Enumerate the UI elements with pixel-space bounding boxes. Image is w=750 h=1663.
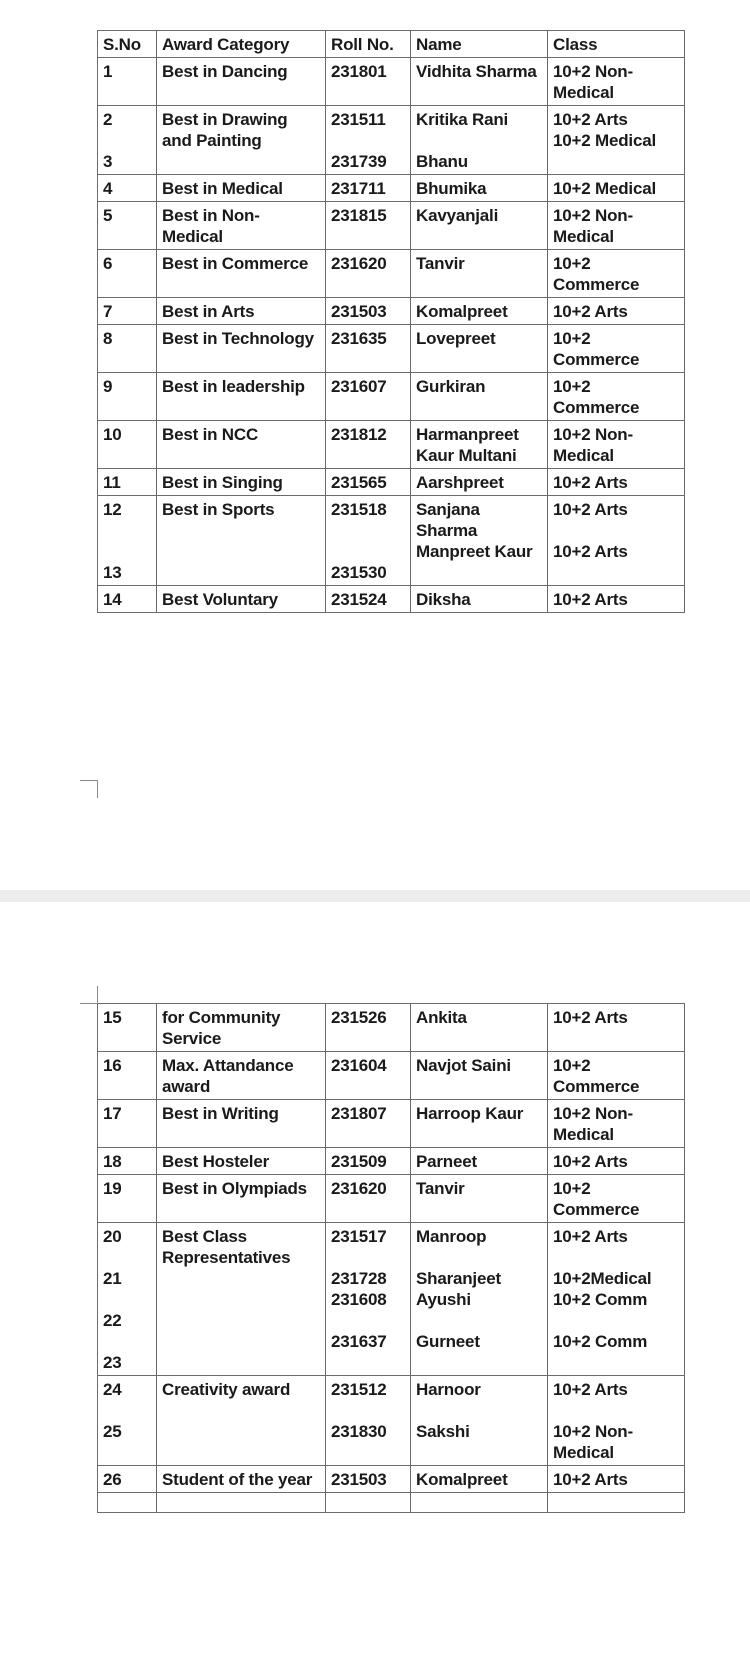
award-category-text: Student of the year (162, 1470, 313, 1489)
serial-number-cell-text: 22 (103, 1311, 122, 1330)
award-category-cell (157, 1223, 326, 1376)
serial-number-cell (98, 1376, 157, 1466)
serial-number-cell (98, 469, 157, 496)
student-name-cell (411, 250, 548, 298)
serial-number-cell-text: 16 (103, 1056, 122, 1075)
serial-number-cell-text: 13 (103, 563, 122, 582)
class-cell-text: 10+2 Arts (553, 590, 628, 609)
roll-number-cell-text: 231512 (331, 1380, 387, 1399)
student-name-cell (411, 325, 548, 373)
class-cell (548, 373, 685, 421)
roll-number-cell (326, 586, 411, 613)
table-row (98, 1100, 685, 1148)
table-row (98, 325, 685, 373)
serial-number-cell-text: 14 (103, 590, 122, 609)
award-category-text: Best in Olympiads (162, 1179, 307, 1198)
award-category-cell (157, 469, 326, 496)
student-name-cell (411, 1100, 548, 1148)
student-name-cell (411, 58, 548, 106)
award-category-text: Best in Technology (162, 329, 314, 348)
serial-number-cell (98, 1175, 157, 1223)
award-category-text: Best in leadership (162, 377, 305, 396)
award-category-text: Best Class Representatives (162, 1227, 291, 1267)
roll-number-cell (326, 1004, 411, 1052)
roll-number-cell-text: 231604 (331, 1056, 387, 1075)
roll-number-cell-text: 231812 (331, 425, 387, 444)
roll-number-cell-text: 231711 (331, 179, 386, 198)
award-category-text: Best in Commerce (162, 254, 309, 273)
class-cell (548, 58, 685, 106)
student-name-cell-text: Komalpreet (416, 302, 508, 321)
roll-number-cell-text: 231526 (331, 1008, 387, 1027)
roll-number-cell-text: 231728 (331, 1269, 387, 1288)
student-name-cell-text: Vidhita Sharma (416, 62, 537, 81)
student-name-cell-text: Diksha (416, 590, 471, 609)
student-name-cell-text: Parneet (416, 1152, 477, 1171)
serial-number-cell-text: 6 (103, 254, 113, 273)
table-row (98, 1223, 685, 1376)
student-name-cell-text: Ayushi (416, 1290, 471, 1309)
award-category-cell (157, 1466, 326, 1493)
roll-number-cell-text: 231518 (331, 500, 387, 519)
student-name-cell-text: Sanjana Sharma (416, 500, 480, 540)
student-name-cell-text: Lovepreet (416, 329, 496, 348)
table-corner-mark (80, 1003, 98, 1004)
student-name-cell (411, 106, 548, 175)
class-cell-text: 10+2 Arts (553, 1227, 628, 1246)
award-category-text: Best in NCC (162, 425, 259, 444)
serial-number-cell-text: 25 (103, 1422, 122, 1441)
class-cell-text: 10+2 Non-Medical (553, 206, 633, 246)
class-cell-text: 10+2 Arts (553, 473, 628, 492)
award-category-cell (157, 58, 326, 106)
table-row (98, 586, 685, 613)
roll-number-cell (326, 1052, 411, 1100)
serial-number-cell (98, 1100, 157, 1148)
award-category-text: Best Voluntary (162, 590, 278, 609)
roll-number-cell-text: 231830 (331, 1422, 387, 1441)
serial-number-cell-text: 9 (103, 377, 113, 396)
award-category-cell (157, 1052, 326, 1100)
serial-number-cell-text: 10 (103, 425, 122, 444)
serial-number-cell-text: 12 (103, 500, 122, 519)
header-cell: Name (411, 31, 548, 58)
roll-number-cell (326, 1376, 411, 1466)
serial-number-cell-text: 7 (103, 302, 113, 321)
table-row (98, 175, 685, 202)
roll-number-cell (326, 58, 411, 106)
table-row (98, 1004, 685, 1052)
class-cell (548, 1052, 685, 1100)
award-category-cell (157, 421, 326, 469)
student-name-cell-text: Harmanpreet Kaur Multani (416, 425, 519, 465)
class-cell (548, 202, 685, 250)
roll-number-cell (326, 1100, 411, 1148)
empty-cell (157, 1493, 326, 1513)
class-cell (548, 586, 685, 613)
serial-number-cell-text: 2 (103, 110, 113, 129)
class-cell (548, 1223, 685, 1376)
award-category-cell (157, 586, 326, 613)
serial-number-cell (98, 373, 157, 421)
award-category-text: Max. Attandance award (162, 1056, 294, 1096)
student-name-cell-text: Aarshpreet (416, 473, 504, 492)
table-row (98, 421, 685, 469)
student-name-cell-text: Bhumika (416, 179, 487, 198)
class-cell (548, 1376, 685, 1466)
table-row (98, 106, 685, 175)
serial-number-cell-text: 5 (103, 206, 113, 225)
class-cell-text: 10+2 Medical (553, 131, 656, 150)
class-cell-text: 10+2 Arts (553, 302, 628, 321)
award-category-cell (157, 250, 326, 298)
roll-number-cell-text: 231608 (331, 1290, 387, 1309)
roll-number-cell-text: 231503 (331, 1470, 387, 1489)
student-name-cell-text: Ankita (416, 1008, 467, 1027)
serial-number-cell (98, 106, 157, 175)
empty-row (98, 1493, 685, 1513)
serial-number-cell-text: 18 (103, 1152, 122, 1171)
table-row (98, 373, 685, 421)
class-cell (548, 496, 685, 586)
class-cell-text: 10+2Medical (553, 1269, 652, 1288)
student-name-cell (411, 1148, 548, 1175)
class-cell (548, 1148, 685, 1175)
class-cell (548, 298, 685, 325)
roll-number-cell (326, 325, 411, 373)
table-row (98, 1148, 685, 1175)
award-category-text: Best Hosteler (162, 1152, 269, 1171)
student-name-cell (411, 1052, 548, 1100)
class-cell-text: 10+2 Arts (553, 1380, 628, 1399)
serial-number-cell-text: 20 (103, 1227, 122, 1246)
roll-number-cell-text: 231815 (331, 206, 387, 225)
serial-number-cell-text: 26 (103, 1470, 122, 1489)
awards-table-part-1 (97, 30, 685, 613)
roll-number-cell-text: 231503 (331, 302, 387, 321)
table-row (98, 202, 685, 250)
serial-number-cell-text: 3 (103, 152, 113, 171)
class-cell-text: 10+2 Commerce (553, 1179, 640, 1219)
roll-number-cell (326, 250, 411, 298)
serial-number-cell (98, 496, 157, 586)
student-name-cell (411, 421, 548, 469)
student-name-cell-text: Manroop (416, 1227, 487, 1246)
header-cell: S.No (98, 31, 157, 58)
award-category-cell (157, 1175, 326, 1223)
student-name-cell-text: Navjot Saini (416, 1056, 511, 1075)
student-name-cell-text: Tanvir (416, 1179, 465, 1198)
award-category-cell (157, 106, 326, 175)
serial-number-cell (98, 586, 157, 613)
roll-number-cell (326, 1223, 411, 1376)
header-cell: Roll No. (326, 31, 411, 58)
class-cell-text: 10+2 Commerce (553, 329, 640, 369)
award-category-cell (157, 325, 326, 373)
serial-number-cell (98, 421, 157, 469)
award-category-text: Best in Sports (162, 500, 275, 519)
header-cell: Award Category (157, 31, 326, 58)
award-category-cell (157, 496, 326, 586)
class-cell-text: 10+2 Arts (553, 1152, 628, 1171)
student-name-cell (411, 1004, 548, 1052)
award-category-text: Best in Writing (162, 1104, 279, 1123)
roll-number-cell (326, 421, 411, 469)
student-name-cell-text: Komalpreet (416, 1470, 508, 1489)
serial-number-cell-text: 8 (103, 329, 113, 348)
student-name-cell (411, 1223, 548, 1376)
award-category-cell (157, 1100, 326, 1148)
award-category-text: Best in Non-Medical (162, 206, 260, 246)
class-cell (548, 421, 685, 469)
table-row (98, 58, 685, 106)
student-name-cell-text: Bhanu (416, 152, 468, 171)
serial-number-cell (98, 1004, 157, 1052)
student-name-cell (411, 496, 548, 586)
awards-table-part-2 (97, 1003, 685, 1513)
award-category-text: Best in Drawing and Painting (162, 110, 288, 150)
roll-number-cell-text: 231620 (331, 254, 387, 273)
class-cell (548, 250, 685, 298)
serial-number-cell (98, 325, 157, 373)
roll-number-cell (326, 1175, 411, 1223)
student-name-cell-text: Kritika Rani (416, 110, 509, 129)
award-category-text: Best in Singing (162, 473, 283, 492)
serial-number-cell-text: 21 (103, 1269, 122, 1288)
student-name-cell (411, 469, 548, 496)
roll-number-cell (326, 1148, 411, 1175)
header-cell: Class (548, 31, 685, 58)
table-corner-mark (97, 780, 98, 798)
roll-number-cell-text: 231524 (331, 590, 387, 609)
table-row (98, 496, 685, 586)
table-row (98, 1052, 685, 1100)
roll-number-cell-text: 231530 (331, 563, 387, 582)
roll-number-cell-text: 231607 (331, 377, 387, 396)
roll-number-cell-text: 231517 (331, 1227, 387, 1246)
roll-number-cell-text: 231620 (331, 1179, 387, 1198)
table-row (98, 1466, 685, 1493)
class-cell-text: 10+2 Arts (553, 110, 628, 129)
class-cell-text: 10+2 Non-Medical (553, 425, 633, 465)
class-cell-text: 10+2 Non-Medical (553, 1422, 633, 1462)
empty-cell (98, 1493, 157, 1513)
class-cell-text: 10+2 Arts (553, 1470, 628, 1489)
class-cell (548, 175, 685, 202)
student-name-cell (411, 202, 548, 250)
class-cell-text: 10+2 Comm (553, 1332, 648, 1351)
student-name-cell-text: Harnoor (416, 1380, 481, 1399)
award-category-cell (157, 373, 326, 421)
class-cell (548, 1466, 685, 1493)
student-name-cell-text: Harroop Kaur (416, 1104, 524, 1123)
roll-number-cell (326, 298, 411, 325)
serial-number-cell (98, 202, 157, 250)
student-name-cell (411, 298, 548, 325)
class-cell (548, 1175, 685, 1223)
award-category-cell (157, 298, 326, 325)
table-row (98, 250, 685, 298)
roll-number-cell (326, 175, 411, 202)
award-category-cell (157, 175, 326, 202)
empty-cell (326, 1493, 411, 1513)
table-row (98, 1376, 685, 1466)
serial-number-cell (98, 58, 157, 106)
class-cell-text: 10+2 Arts (553, 542, 628, 561)
serial-number-cell-text: 24 (103, 1380, 122, 1399)
serial-number-cell (98, 175, 157, 202)
student-name-cell-text: Gurneet (416, 1332, 480, 1351)
roll-number-cell-text: 231511 (331, 110, 386, 129)
serial-number-cell-text: 1 (103, 62, 113, 81)
page-separator (0, 890, 750, 902)
class-cell-text: 10+2 Comm (553, 1290, 648, 1309)
roll-number-cell (326, 202, 411, 250)
student-name-cell-text: Manpreet Kaur (416, 542, 533, 561)
award-category-cell (157, 1376, 326, 1466)
award-category-cell (157, 202, 326, 250)
roll-number-cell (326, 1466, 411, 1493)
student-name-cell-text: Tanvir (416, 254, 465, 273)
table-corner-mark (97, 986, 98, 1004)
roll-number-cell-text: 231635 (331, 329, 387, 348)
serial-number-cell-text: 23 (103, 1353, 122, 1372)
student-name-cell (411, 586, 548, 613)
award-category-text: Best in Medical (162, 179, 283, 198)
award-category-cell (157, 1148, 326, 1175)
student-name-cell-text: Kavyanjali (416, 206, 499, 225)
serial-number-cell-text: 19 (103, 1179, 122, 1198)
student-name-cell (411, 1175, 548, 1223)
serial-number-cell-text: 4 (103, 179, 113, 198)
award-category-text: Creativity award (162, 1380, 291, 1399)
award-category-cell (157, 1004, 326, 1052)
serial-number-cell (98, 1052, 157, 1100)
class-cell (548, 1004, 685, 1052)
student-name-cell (411, 1466, 548, 1493)
roll-number-cell-text: 231637 (331, 1332, 387, 1351)
serial-number-cell-text: 11 (103, 473, 121, 492)
serial-number-cell-text: 15 (103, 1008, 122, 1027)
table-header-row (98, 31, 685, 58)
class-cell (548, 325, 685, 373)
roll-number-cell-text: 231807 (331, 1104, 387, 1123)
class-cell-text: 10+2 Arts (553, 1008, 628, 1027)
roll-number-cell (326, 496, 411, 586)
class-cell (548, 1100, 685, 1148)
student-name-cell (411, 373, 548, 421)
student-name-cell (411, 1376, 548, 1466)
roll-number-cell-text: 231739 (331, 152, 387, 171)
serial-number-cell (98, 1148, 157, 1175)
class-cell-text: 10+2 Commerce (553, 377, 640, 417)
roll-number-cell (326, 106, 411, 175)
class-cell (548, 469, 685, 496)
table-row (98, 298, 685, 325)
serial-number-cell (98, 250, 157, 298)
roll-number-cell (326, 469, 411, 496)
award-category-text: for Community Service (162, 1008, 281, 1048)
roll-number-cell-text: 231509 (331, 1152, 387, 1171)
table-row (98, 469, 685, 496)
student-name-cell-text: Gurkiran (416, 377, 486, 396)
serial-number-cell (98, 1223, 157, 1376)
class-cell-text: 10+2 Commerce (553, 254, 640, 294)
class-cell-text: 10+2 Medical (553, 179, 656, 198)
award-category-text: Best in Arts (162, 302, 255, 321)
student-name-cell-text: Sakshi (416, 1422, 470, 1441)
class-cell (548, 106, 685, 175)
student-name-cell (411, 175, 548, 202)
empty-cell (411, 1493, 548, 1513)
class-cell-text: 10+2 Commerce (553, 1056, 640, 1096)
table-row (98, 1175, 685, 1223)
serial-number-cell-text: 17 (103, 1104, 122, 1123)
class-cell-text: 10+2 Non-Medical (553, 62, 633, 102)
class-cell-text: 10+2 Non-Medical (553, 1104, 633, 1144)
roll-number-cell (326, 373, 411, 421)
award-category-text: Best in Dancing (162, 62, 288, 81)
table-corner-mark (80, 780, 98, 781)
roll-number-cell-text: 231565 (331, 473, 387, 492)
serial-number-cell (98, 1466, 157, 1493)
class-cell-text: 10+2 Arts (553, 500, 628, 519)
empty-cell (548, 1493, 685, 1513)
student-name-cell-text: Sharanjeet (416, 1269, 501, 1288)
serial-number-cell (98, 298, 157, 325)
roll-number-cell-text: 231801 (331, 62, 387, 81)
